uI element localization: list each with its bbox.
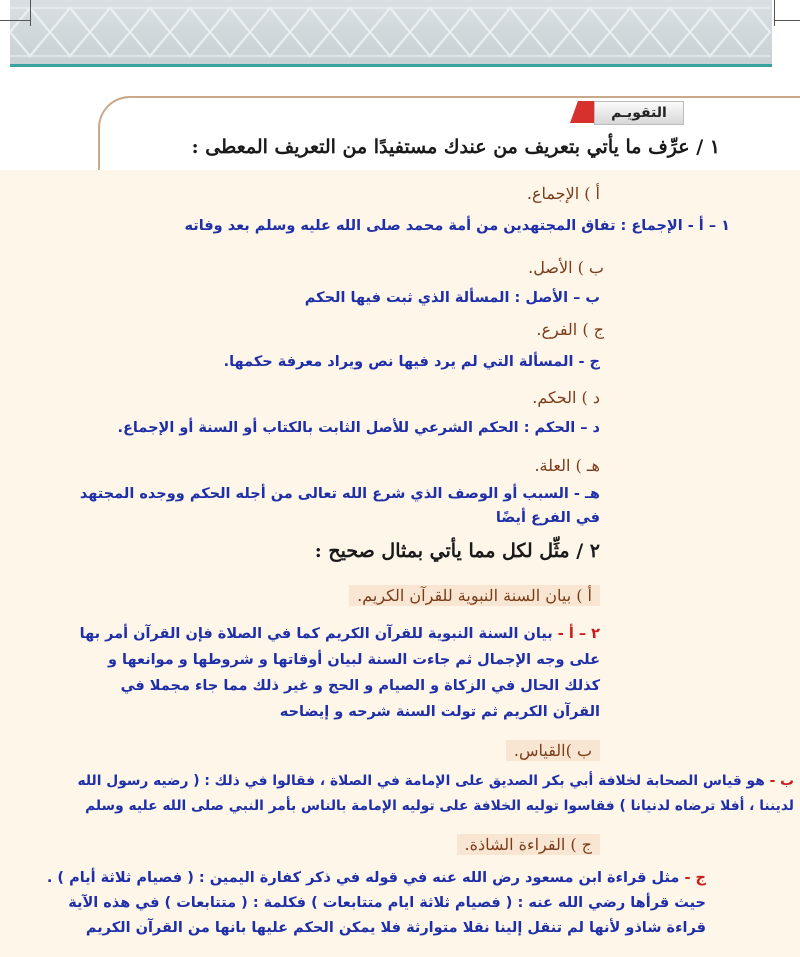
item-2a-answer-line-3: كذلك الحال في الزكاة و الصيام و الحج و غير ذلك مما جاء مجملا في: [120, 678, 600, 694]
answers-panel: [0, 170, 800, 957]
item-b-answer: ب – الأصل : المسألة الذي ثبت فيها الحكم: [304, 290, 600, 306]
item-2c-answer-line-3: قراءة شاذو لأنها لم تنقل إلينا نقلا متوارثة فلا يمكن الحكم عليها بانها من القرآن الكريم: [85, 920, 706, 936]
item-2c-answer-line-2: حيث قرأها رضي الله عنه : ( فصيام ثلاثة ايام متتابعات ) فكلمة : ( متتابعات ) في هذه الآية: [68, 895, 706, 911]
item-2c-label: ج ) القراءة الشاذة.: [457, 834, 600, 855]
item-2b-label: ب )القياس.: [506, 740, 600, 761]
item-d-answer: د – الحكم : الحكم الشرعي للأصل الثابت بالكتاب أو السنة أو الإجماع.: [117, 420, 600, 436]
evaluation-badge-label: التقويـم: [594, 101, 684, 125]
item-a-label: أ ) الإجماع.: [526, 184, 600, 203]
item-2a-answer-line-1: ٢ – أ - بيان السنة النبوية للقرآن الكريم كما في الصلاة فإن القرآن أمر بها: [79, 626, 600, 642]
item-2b-prefix: ب -: [769, 773, 794, 789]
crop-mark: [774, 0, 775, 26]
item-c-answer: ج - المسألة التي لم يرد فيها نص ويراد معرفة حكمها.: [223, 354, 600, 370]
crop-mark: [0, 20, 30, 21]
crop-mark: [774, 20, 800, 21]
question-1-title: ١ / عرِّف ما يأتي بتعريف من عندك مستفيدًا من التعريف المعطى :: [191, 136, 720, 158]
item-2a-answer-line-2: على وجه الإجمال ثم جاءت السنة لبيان أوقاتها و شروطها و موانعها و: [107, 652, 600, 668]
question-2-title: ٢ / مثِّل لكل مما يأتي بمثال صحيح :: [314, 540, 600, 562]
item-e-label: هـ ) العلة.: [534, 456, 600, 475]
item-e-answer-line-1: هـ - السبب أو الوصف الذي شرع الله تعالى من أجله الحكم ووجده المجتهد: [79, 486, 600, 502]
item-2c-answer-line-1: ج - مثل قراءة ابن مسعود رض الله عنه في قوله في ذكر كفارة اليمين : ( فصيام ثلاثة أيام ) .: [46, 870, 706, 886]
item-2a-label: أ ) بيان السنة النبوية للقرآن الكريم.: [349, 585, 600, 606]
item-b-label: ب ) الأصل.: [528, 258, 604, 277]
crop-mark: [30, 0, 31, 26]
header-banner: [10, 0, 772, 64]
geometric-pattern-icon: [10, 0, 772, 64]
evaluation-badge: [560, 99, 680, 125]
item-2a-answer-line-4: القرآن الكريم ثم تولت السنة شرحه و إيضاحه: [279, 704, 600, 720]
item-d-label: د ) الحكم.: [532, 388, 600, 407]
item-2a-prefix: ٢ – أ -: [557, 626, 600, 642]
item-c-label: ج ) الفرع.: [536, 320, 604, 339]
item-2c-prefix: ج -: [684, 870, 706, 886]
banner-divider: [10, 64, 772, 67]
item-2b-answer-line-2: لديننا ، أفلا ترضاه لدنيانا ) فقاسوا توليه الخلافة على توليه الإمامة بالناس بأمر النبي صلى الله عليه وسلم: [85, 798, 794, 814]
item-e-answer-line-2: في الفرع أيضًا: [495, 510, 600, 526]
item-a-answer: ١ – أ - الإجماع : تفاق المجتهدين من أمة محمد صلى الله عليه وسلم بعد وفاته: [184, 218, 730, 234]
item-2b-answer-line-1: ب - هو قياس الصحابة لخلافة أبي بكر الصديق على الإمامة في الصلاة ، فقالوا في ذلك : ( رضيه رسول الله: [77, 773, 794, 789]
